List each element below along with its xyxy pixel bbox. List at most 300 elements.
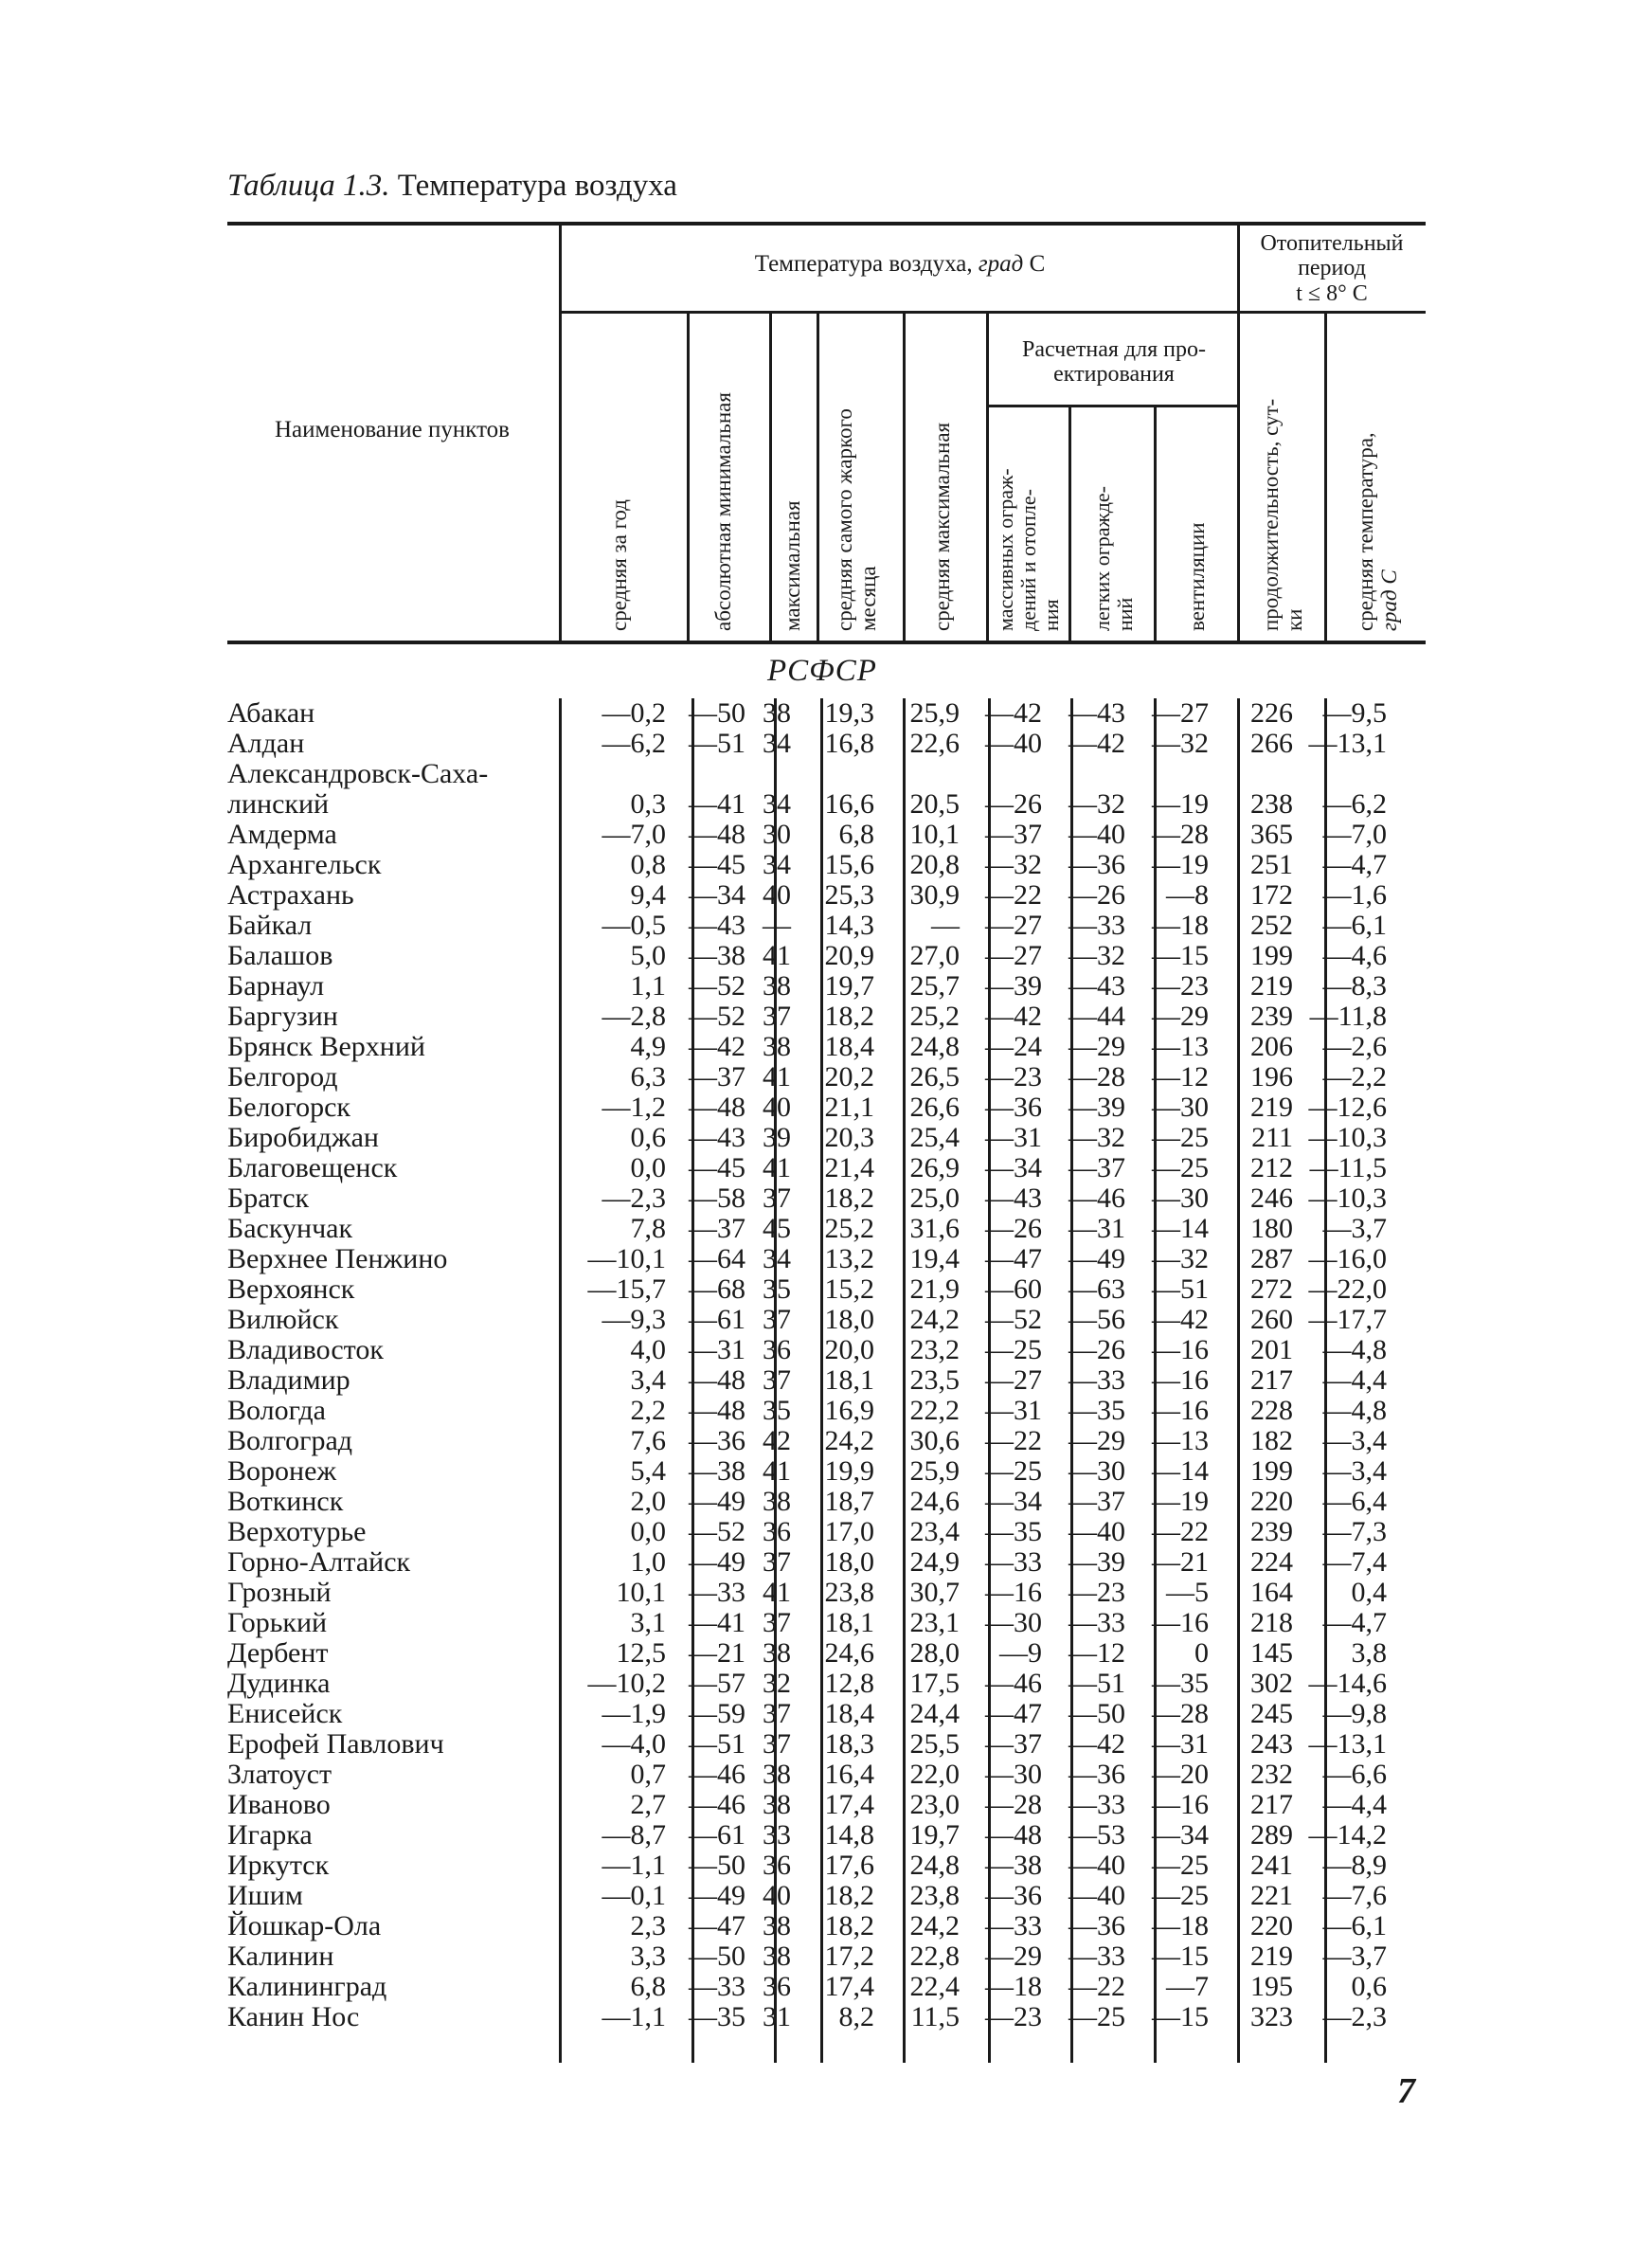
table-row: [227, 1608, 1387, 1638]
value-cell: —9: [999, 1637, 1042, 1669]
value-cell: 0,4: [1351, 1577, 1387, 1608]
value-cell: 21,1: [824, 1092, 874, 1123]
value-cell: —22: [985, 879, 1042, 911]
station-name-cell: Верхнее Пенжино: [227, 1243, 448, 1274]
value-cell: 37: [763, 1001, 791, 1032]
value-cell: 182: [1250, 1425, 1293, 1456]
station-name-cell: Вологда: [227, 1395, 326, 1426]
station-name-cell: Вилюйск: [227, 1304, 339, 1335]
header-vline: [1324, 313, 1327, 642]
value-cell: 41: [763, 940, 791, 971]
value-cell: —51: [1068, 1668, 1125, 1699]
value-cell: 38: [763, 1941, 791, 1972]
value-cell: 38: [763, 697, 791, 729]
value-cell: —33: [689, 1971, 745, 2002]
value-cell: —16: [1152, 1364, 1209, 1396]
table-row: [227, 941, 1387, 971]
table-row: [227, 1153, 1387, 1183]
value-cell: —28: [985, 1789, 1042, 1820]
value-cell: [960, 759, 1042, 789]
value-cell: —35: [985, 1516, 1042, 1547]
value-cell: —1,1: [602, 1850, 666, 1881]
value-cell: 18,4: [824, 1698, 874, 1729]
value-cell: 26,6: [909, 1092, 960, 1123]
value-cell: 40: [763, 879, 791, 911]
value-cell: —39: [985, 970, 1042, 1002]
value-cell: 41: [763, 1152, 791, 1183]
value-cell: 23,8: [909, 1880, 960, 1911]
value-cell: —4,7: [1322, 1607, 1387, 1638]
value-cell: 38: [763, 1486, 791, 1517]
value-cell: 26,5: [909, 1061, 960, 1092]
table-row: [227, 1941, 1387, 1972]
value-cell: 289: [1250, 1819, 1293, 1851]
value-cell: 6,3: [630, 1061, 666, 1092]
value-cell: 3,4: [630, 1364, 666, 1396]
value-cell: —6,4: [1322, 1486, 1387, 1517]
table-row: [227, 1547, 1387, 1578]
value-cell: —14,2: [1308, 1819, 1387, 1851]
table-row: [227, 1456, 1387, 1487]
value-cell: —31: [1152, 1728, 1209, 1760]
value-cell: —37: [689, 1061, 745, 1092]
value-cell: 16,4: [824, 1759, 874, 1790]
station-name-cell: Иваново: [227, 1789, 331, 1820]
value-cell: —36: [985, 1092, 1042, 1123]
value-cell: 38: [763, 1910, 791, 1941]
value-cell: 217: [1250, 1789, 1293, 1820]
table-row: [227, 759, 1387, 789]
value-cell: 34: [763, 728, 791, 759]
value-cell: —46: [689, 1759, 745, 1790]
value-cell: —32: [985, 849, 1042, 880]
table-row: [227, 880, 1387, 911]
value-cell: 24,9: [909, 1546, 960, 1578]
col-header-mean-max: средняя максимальная: [930, 422, 954, 631]
value-cell: 4,0: [630, 1334, 666, 1365]
value-cell: 365: [1250, 819, 1293, 850]
value-cell: 26,9: [909, 1152, 960, 1183]
value-cell: 41: [763, 1577, 791, 1608]
value-cell: 18,2: [824, 1183, 874, 1214]
value-cell: 36: [763, 1850, 791, 1881]
value-cell: 37: [763, 1183, 791, 1214]
value-cell: 37: [763, 1698, 791, 1729]
table-row: [227, 1517, 1387, 1547]
value-cell: 219: [1250, 1092, 1293, 1123]
value-cell: 0,6: [1351, 1971, 1387, 2002]
value-cell: —18: [1152, 1910, 1209, 1941]
value-cell: —20: [1152, 1759, 1209, 1790]
value-cell: 17,4: [824, 1789, 874, 1820]
value-cell: 25,4: [909, 1122, 960, 1153]
value-cell: 7,8: [630, 1213, 666, 1244]
value-cell: —23: [1068, 1577, 1125, 1608]
table-title: [227, 169, 677, 204]
value-cell: —25: [985, 1455, 1042, 1487]
station-name-cell: Калининград: [227, 1971, 387, 2002]
header-vline: [1068, 406, 1071, 642]
value-cell: —49: [689, 1546, 745, 1578]
station-name-cell: Благовещенск: [227, 1152, 398, 1183]
value-cell: —3,7: [1322, 1941, 1387, 1972]
value-cell: 18,1: [824, 1364, 874, 1396]
value-cell: —7,3: [1322, 1516, 1387, 1547]
value-cell: 10,1: [616, 1577, 666, 1608]
value-cell: —14: [1152, 1213, 1209, 1244]
value-cell: 32: [763, 1668, 791, 1699]
value-cell: —52: [689, 970, 745, 1002]
value-cell: —52: [985, 1304, 1042, 1335]
value-cell: 30,7: [909, 1577, 960, 1608]
value-cell: —42: [985, 1001, 1042, 1032]
value-cell: —48: [689, 819, 745, 850]
value-cell: 238: [1250, 788, 1293, 820]
value-cell: 16,6: [824, 788, 874, 820]
table-row: [227, 1487, 1387, 1517]
value-cell: —30: [1152, 1092, 1209, 1123]
value-cell: —7: [1166, 1971, 1209, 2002]
value-cell: —56: [1068, 1304, 1125, 1335]
value-cell: 287: [1250, 1243, 1293, 1274]
value-cell: 3,8: [1351, 1637, 1387, 1669]
value-cell: 19,4: [909, 1243, 960, 1274]
value-cell: —19: [1152, 1486, 1209, 1517]
value-cell: —27: [985, 910, 1042, 941]
value-cell: —53: [1068, 1819, 1125, 1851]
value-cell: 18,1: [824, 1607, 874, 1638]
station-name-cell: Братск: [227, 1183, 310, 1214]
value-cell: 199: [1250, 1455, 1293, 1487]
value-cell: —9,5: [1322, 697, 1387, 729]
table-row: [227, 1123, 1387, 1153]
value-cell: 25,5: [909, 1728, 960, 1760]
table-row: [227, 1881, 1387, 1911]
value-cell: —: [763, 910, 791, 941]
table-row: [227, 1365, 1387, 1396]
value-cell: —3,4: [1322, 1455, 1387, 1487]
value-cell: —10,2: [587, 1668, 666, 1699]
value-cell: 24,2: [824, 1425, 874, 1456]
value-cell: 180: [1250, 1213, 1293, 1244]
value-cell: —25: [1152, 1152, 1209, 1183]
heating-period-group-header: Отопительный период t ≤ 8° С: [1260, 231, 1404, 306]
value-cell: —4,8: [1322, 1334, 1387, 1365]
value-cell: 252: [1250, 910, 1293, 941]
table-row: [227, 1305, 1387, 1335]
value-cell: 37: [763, 1304, 791, 1335]
value-cell: 25,9: [909, 1455, 960, 1487]
table-row: [227, 1092, 1387, 1123]
value-cell: —25: [985, 1334, 1042, 1365]
value-cell: —33: [985, 1546, 1042, 1578]
value-cell: —30: [1152, 1183, 1209, 1214]
value-cell: —68: [689, 1273, 745, 1305]
value-cell: 9,4: [630, 879, 666, 911]
value-cell: 228: [1250, 1395, 1293, 1426]
value-cell: 25,2: [824, 1213, 874, 1244]
value-cell: 164: [1250, 1577, 1293, 1608]
value-cell: 2,3: [630, 1910, 666, 1941]
value-cell: —34: [985, 1152, 1042, 1183]
value-cell: 0,8: [630, 849, 666, 880]
station-name-cell: Дудинка: [227, 1668, 331, 1699]
station-name-cell: Баскунчак: [227, 1213, 353, 1244]
value-cell: —63: [1068, 1273, 1125, 1305]
value-cell: 199: [1250, 940, 1293, 971]
value-cell: 18,2: [824, 1001, 874, 1032]
value-cell: 2,0: [630, 1486, 666, 1517]
value-cell: 221: [1250, 1880, 1293, 1911]
value-cell: 37: [763, 1728, 791, 1760]
value-cell: 201: [1250, 1334, 1293, 1365]
value-cell: —16,0: [1308, 1243, 1387, 1274]
value-cell: —32: [1068, 1122, 1125, 1153]
header-vline: [1237, 224, 1240, 642]
col-header-hottest-month-mean: средняя самого жаркого месяца: [833, 408, 880, 631]
value-cell: —4,8: [1322, 1395, 1387, 1426]
value-cell: —27: [985, 1364, 1042, 1396]
col-header-max: максимальная: [781, 500, 804, 631]
value-cell: 39: [763, 1122, 791, 1153]
value-cell: —48: [985, 1819, 1042, 1851]
value-cell: —17,7: [1308, 1304, 1387, 1335]
value-cell: 30,9: [909, 879, 960, 911]
value-cell: 196: [1250, 1061, 1293, 1092]
station-name-cell: Верхоянск: [227, 1273, 355, 1305]
value-cell: —4,4: [1322, 1789, 1387, 1820]
value-cell: [1209, 759, 1293, 789]
value-cell: —35: [1068, 1395, 1125, 1426]
value-cell: [561, 759, 666, 789]
table-row: [227, 820, 1387, 850]
value-cell: —37: [1068, 1486, 1125, 1517]
table-row: [227, 1396, 1387, 1426]
value-cell: —45: [689, 849, 745, 880]
value-cell: —28: [1068, 1061, 1125, 1092]
table-caption: Температура воздуха: [397, 169, 677, 203]
col-header-massive-enclosures: массивных ограж- дений и отопле- ния: [994, 468, 1063, 631]
value-cell: 302: [1250, 1668, 1293, 1699]
table-row: [227, 1820, 1387, 1851]
value-cell: 18,4: [824, 1031, 874, 1062]
value-cell: 217: [1250, 1364, 1293, 1396]
value-cell: —37: [985, 819, 1042, 850]
value-cell: 33: [763, 1819, 791, 1851]
value-cell: —30: [1068, 1455, 1125, 1487]
value-cell: —46: [1068, 1183, 1125, 1214]
value-cell: —32: [1068, 940, 1125, 971]
value-cell: —16: [1152, 1395, 1209, 1426]
station-name-cell: Ишим: [227, 1880, 303, 1911]
value-cell: —3,7: [1322, 1213, 1387, 1244]
value-cell: 45: [763, 1213, 791, 1244]
value-cell: 38: [763, 1759, 791, 1790]
value-cell: —33: [985, 1910, 1042, 1941]
table-row: [227, 698, 1387, 729]
value-cell: 35: [763, 1395, 791, 1426]
value-cell: —8: [1166, 879, 1209, 911]
air-temperature-group-header: Температура воздуха, град С: [754, 251, 1046, 277]
value-cell: —36: [1068, 849, 1125, 880]
value-cell: —33: [1068, 1364, 1125, 1396]
value-cell: —43: [689, 910, 745, 941]
value-cell: 18,0: [824, 1546, 874, 1578]
value-cell: 25,9: [909, 697, 960, 729]
table-row: [227, 1002, 1387, 1032]
header-vline: [817, 313, 819, 642]
value-cell: —50: [689, 697, 745, 729]
value-cell: —19: [1152, 788, 1209, 820]
station-name-cell: Барнаул: [227, 970, 325, 1002]
value-cell: —0,5: [602, 910, 666, 941]
value-cell: 272: [1250, 1273, 1293, 1305]
header-vline: [903, 313, 906, 642]
value-cell: 16,9: [824, 1395, 874, 1426]
value-cell: —29: [1068, 1031, 1125, 1062]
table-row: [227, 971, 1387, 1002]
station-name-cell: Архангельск: [227, 849, 382, 880]
value-cell: —1,9: [602, 1698, 666, 1729]
value-cell: —33: [689, 1577, 745, 1608]
value-cell: —36: [1068, 1759, 1125, 1790]
value-cell: —6,1: [1322, 1910, 1387, 1941]
value-cell: 30: [763, 819, 791, 850]
value-cell: 14,3: [824, 910, 874, 941]
value-cell: 5,4: [630, 1455, 666, 1487]
value-cell: 13,2: [824, 1243, 874, 1274]
value-cell: —41: [689, 1607, 745, 1638]
value-cell: —46: [689, 1789, 745, 1820]
value-cell: —22: [1152, 1516, 1209, 1547]
value-cell: —12: [1152, 1061, 1209, 1092]
value-cell: 172: [1250, 879, 1293, 911]
col-header-absolute-min: абсолютная минимальная: [711, 392, 735, 631]
value-cell: 19,9: [824, 1455, 874, 1487]
value-cell: 41: [763, 1061, 791, 1092]
station-name-cell: Канин Нос: [227, 2001, 360, 2032]
value-cell: —34: [985, 1486, 1042, 1517]
station-name-cell: Владимир: [227, 1364, 350, 1396]
value-cell: 31: [763, 2001, 791, 2032]
value-cell: 24,4: [909, 1698, 960, 1729]
value-cell: —31: [689, 1334, 745, 1365]
value-cell: [874, 759, 960, 789]
value-cell: 40: [763, 1092, 791, 1123]
value-cell: —4,7: [1322, 849, 1387, 880]
value-cell: 18,7: [824, 1486, 874, 1517]
value-cell: 0,3: [630, 788, 666, 820]
header-vline: [687, 313, 690, 642]
station-name-cell: Абакан: [227, 697, 315, 729]
value-cell: —26: [985, 1213, 1042, 1244]
value-cell: [791, 759, 874, 789]
value-cell: —2,2: [1322, 1061, 1387, 1092]
station-name-cell: Иркутск: [227, 1850, 330, 1881]
temperature-table: [227, 698, 1387, 2032]
value-cell: 42: [763, 1425, 791, 1456]
value-cell: 34: [763, 788, 791, 820]
value-cell: 20,8: [909, 849, 960, 880]
value-cell: —13: [1152, 1031, 1209, 1062]
table-row: [227, 1911, 1387, 1941]
value-cell: —16: [985, 1577, 1042, 1608]
value-cell: —8,9: [1322, 1850, 1387, 1881]
station-name-cell: Биробиджан: [227, 1122, 379, 1153]
value-cell: —13,1: [1308, 728, 1387, 759]
value-cell: —5: [1166, 1577, 1209, 1608]
value-cell: —13: [1152, 1425, 1209, 1456]
station-name-cell: Горно-Алтайск: [227, 1546, 411, 1578]
value-cell: —51: [689, 728, 745, 759]
value-cell: —22: [1068, 1971, 1125, 2002]
station-name-cell: Йошкар-Ола: [227, 1910, 382, 1941]
value-cell: —27: [1152, 697, 1209, 729]
value-cell: —25: [1152, 1880, 1209, 1911]
value-cell: —22,0: [1308, 1273, 1387, 1305]
value-cell: —43: [1068, 697, 1125, 729]
value-cell: 226: [1250, 697, 1293, 729]
page-number: 7: [1397, 2071, 1415, 2111]
station-name-cell: Белгород: [227, 1061, 338, 1092]
value-cell: 37: [763, 1364, 791, 1396]
value-cell: 266: [1250, 728, 1293, 759]
value-cell: 23,4: [909, 1516, 960, 1547]
value-cell: —46: [985, 1668, 1042, 1699]
value-cell: —61: [689, 1304, 745, 1335]
col-header-annual-mean: средняя за год: [607, 499, 631, 631]
value-cell: —52: [689, 1001, 745, 1032]
value-cell: —14,6: [1308, 1668, 1387, 1699]
value-cell: —34: [1152, 1819, 1209, 1851]
table-row: [227, 1851, 1387, 1881]
value-cell: —15: [1152, 1941, 1209, 1972]
value-cell: 23,2: [909, 1334, 960, 1365]
value-cell: —7,6: [1322, 1880, 1387, 1911]
station-name-cell: Енисейск: [227, 1698, 343, 1729]
value-cell: —31: [985, 1395, 1042, 1426]
value-cell: —48: [689, 1364, 745, 1396]
value-cell: —18: [985, 1971, 1042, 2002]
section-title: РСФСР: [767, 654, 877, 688]
value-cell: 220: [1250, 1486, 1293, 1517]
value-cell: 5,0: [630, 940, 666, 971]
value-cell: —16: [1152, 1607, 1209, 1638]
value-cell: —51: [1152, 1273, 1209, 1305]
value-cell: 36: [763, 1516, 791, 1547]
value-cell: —25: [1068, 2001, 1125, 2032]
value-cell: 0,0: [630, 1152, 666, 1183]
value-cell: —21: [689, 1637, 745, 1669]
value-cell: —37: [1068, 1152, 1125, 1183]
value-cell: —40: [1068, 1516, 1125, 1547]
col-header-light-enclosures: легких ограждe- ний: [1090, 485, 1137, 631]
value-cell: 219: [1250, 1941, 1293, 1972]
station-name-cell: Байкал: [227, 910, 313, 941]
value-cell: 38: [763, 1031, 791, 1062]
value-cell: 37: [763, 1546, 791, 1578]
value-cell: 251: [1250, 849, 1293, 880]
value-cell: —36: [689, 1425, 745, 1456]
col-header-ventilation: вентиляции: [1185, 522, 1209, 631]
value-cell: 15,2: [824, 1273, 874, 1305]
value-cell: 17,0: [824, 1516, 874, 1547]
value-cell: 12,5: [616, 1637, 666, 1669]
value-cell: —30: [985, 1759, 1042, 1790]
value-cell: —41: [689, 788, 745, 820]
value-cell: 19,7: [909, 1819, 960, 1851]
station-name-cell: Владивосток: [227, 1334, 384, 1365]
